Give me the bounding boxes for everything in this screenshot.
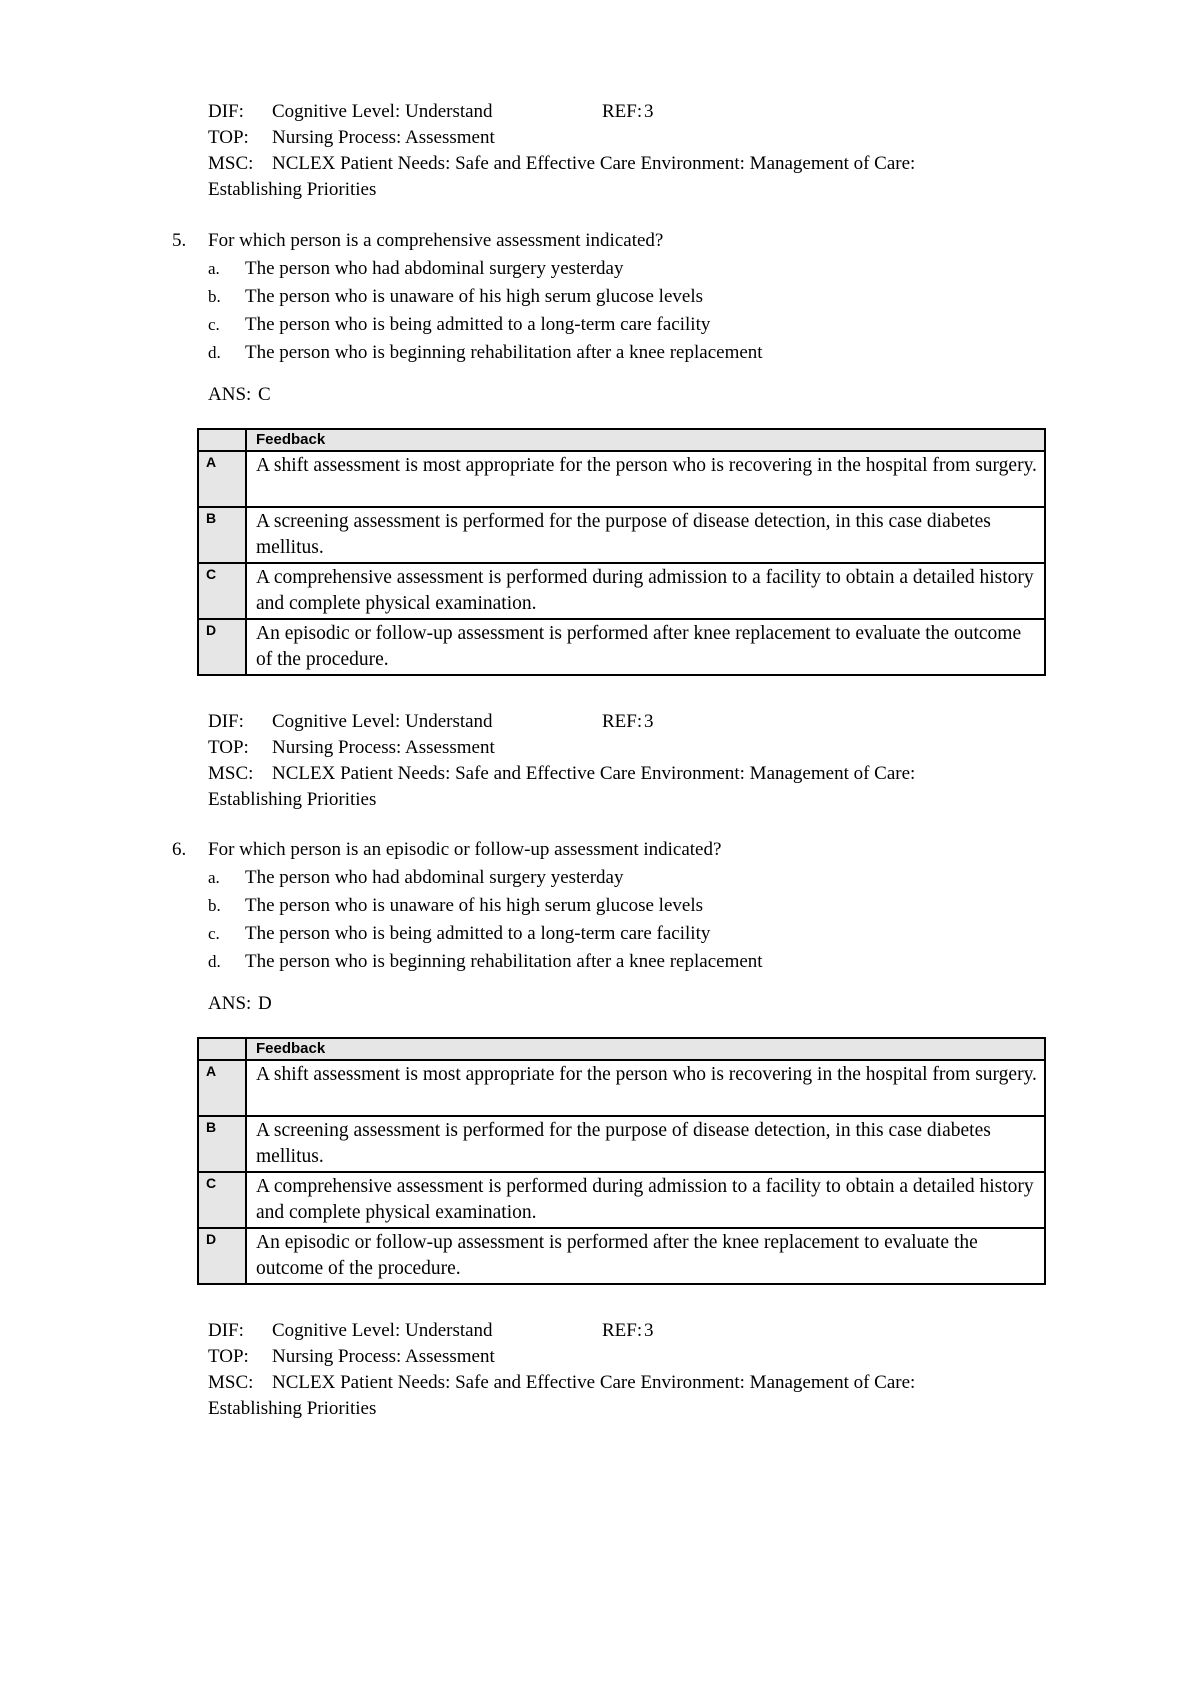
- feedback-text: A comprehensive assessment is performed during admission to a facility to obtain a detailed history and complete physical examination.: [246, 1172, 1045, 1228]
- answer-value: C: [258, 384, 271, 405]
- top-line: [208, 125, 1108, 151]
- feedback-header: Feedback: [246, 429, 1045, 451]
- feedback-row: [198, 1116, 1045, 1172]
- question-5-metadata: [208, 709, 1108, 813]
- ref-label: REF:: [602, 711, 643, 732]
- feedback-letter: C: [198, 1172, 246, 1228]
- feedback-row: [198, 563, 1045, 619]
- dif-line: [208, 709, 1108, 735]
- option-text: The person who is being admitted to a long-term care facility: [245, 314, 711, 335]
- option-text: The person who is being admitted to a long-term care facility: [245, 923, 711, 944]
- ref-value: 3: [644, 1320, 654, 1341]
- answer-line: [208, 990, 272, 1018]
- option-b: [208, 892, 1072, 920]
- feedback-row: [198, 1228, 1045, 1284]
- option-letter: d.: [208, 952, 221, 971]
- option-letter: a.: [208, 868, 220, 887]
- top-value: Nursing Process: Assessment: [272, 737, 495, 758]
- feedback-row: [198, 1060, 1045, 1116]
- feedback-letter: D: [198, 619, 246, 675]
- feedback-row: [198, 451, 1045, 507]
- question-stem: [172, 227, 1072, 255]
- feedback-letter: B: [198, 507, 246, 563]
- question-5: [172, 227, 1072, 367]
- option-c: [208, 920, 1072, 948]
- option-b: [208, 283, 1072, 311]
- feedback-row: [198, 1172, 1045, 1228]
- feedback-text: A shift assessment is most appropriate for the person who is recovering in the hospital from surgery.: [246, 451, 1045, 507]
- msc-label: MSC:: [208, 153, 254, 174]
- option-letter: d.: [208, 343, 221, 362]
- dif-value: Cognitive Level: Understand: [272, 101, 493, 122]
- option-d: [208, 339, 1072, 367]
- answer-label: ANS:: [208, 384, 252, 405]
- feedback-corner-cell: [198, 429, 246, 451]
- option-c: [208, 311, 1072, 339]
- ref-label: REF:: [602, 101, 643, 122]
- option-letter: c.: [208, 924, 220, 943]
- feedback-letter: D: [198, 1228, 246, 1284]
- msc-line: [208, 761, 1108, 787]
- feedback-text: A shift assessment is most appropriate for the person who is recovering in the hospital from surgery.: [246, 1060, 1045, 1116]
- option-a: [208, 864, 1072, 892]
- feedback-header: Feedback: [246, 1038, 1045, 1060]
- question-number: 5.: [172, 230, 187, 251]
- option-letter: a.: [208, 259, 220, 278]
- msc-line: [208, 151, 1108, 177]
- dif-label: DIF:: [208, 1320, 244, 1341]
- top-line: [208, 1344, 1108, 1370]
- msc-label: MSC:: [208, 1372, 254, 1393]
- question-6-metadata: [208, 1318, 1108, 1422]
- top-value: Nursing Process: Assessment: [272, 127, 495, 148]
- feedback-header-row: [198, 429, 1045, 451]
- dif-label: DIF:: [208, 711, 244, 732]
- question-text: For which person is an episodic or follow-up assessment indicated?: [208, 839, 722, 860]
- top-label: TOP:: [208, 127, 249, 148]
- dif-value: Cognitive Level: Understand: [272, 1320, 493, 1341]
- feedback-text: A comprehensive assessment is performed during admission to a facility to obtain a detailed history and complete physical examination.: [246, 563, 1045, 619]
- ref-field: [602, 1318, 654, 1344]
- answer-label: ANS:: [208, 993, 252, 1014]
- ref-field: [602, 709, 654, 735]
- option-text: The person who had abdominal surgery yesterday: [245, 258, 624, 279]
- question-text: For which person is a comprehensive assessment indicated?: [208, 230, 664, 251]
- msc-continuation: Establishing Priorities: [208, 789, 377, 810]
- feedback-text: A screening assessment is performed for the purpose of disease detection, in this case diabetes mellitus.: [246, 1116, 1045, 1172]
- feedback-letter: A: [198, 1060, 246, 1116]
- top-value: Nursing Process: Assessment: [272, 1346, 495, 1367]
- option-letter: b.: [208, 896, 221, 915]
- answer-options: [208, 255, 1072, 367]
- option-letter: b.: [208, 287, 221, 306]
- feedback-corner-cell: [198, 1038, 246, 1060]
- answer-line: [208, 381, 271, 409]
- msc-value: NCLEX Patient Needs: Safe and Effective Care Environment: Management of Care:: [272, 1372, 916, 1393]
- feedback-letter: B: [198, 1116, 246, 1172]
- feedback-header-row: [198, 1038, 1045, 1060]
- dif-line: [208, 1318, 1108, 1344]
- option-d: [208, 948, 1072, 976]
- dif-label: DIF:: [208, 101, 244, 122]
- dif-value: Cognitive Level: Understand: [272, 711, 493, 732]
- ref-value: 3: [644, 101, 654, 122]
- option-text: The person who is unaware of his high serum glucose levels: [245, 895, 704, 916]
- feedback-text: A screening assessment is performed for the purpose of disease detection, in this case diabetes mellitus.: [246, 507, 1045, 563]
- msc-continuation: Establishing Priorities: [208, 179, 377, 200]
- feedback-table: [197, 428, 1046, 676]
- msc-value: NCLEX Patient Needs: Safe and Effective Care Environment: Management of Care:: [272, 153, 916, 174]
- question-6: [172, 836, 1072, 976]
- question-4-metadata: [208, 99, 1108, 203]
- top-label: TOP:: [208, 1346, 249, 1367]
- msc-line: [208, 1370, 1108, 1396]
- feedback-text: An episodic or follow-up assessment is performed after knee replacement to evaluate the outcome of the procedure.: [246, 619, 1045, 675]
- question-stem: [172, 836, 1072, 864]
- option-letter: c.: [208, 315, 220, 334]
- feedback-letter: C: [198, 563, 246, 619]
- feedback-row: [198, 507, 1045, 563]
- top-label: TOP:: [208, 737, 249, 758]
- msc-value: NCLEX Patient Needs: Safe and Effective Care Environment: Management of Care:: [272, 763, 916, 784]
- ref-value: 3: [644, 711, 654, 732]
- option-text: The person who is beginning rehabilitation after a knee replacement: [245, 951, 763, 972]
- dif-line: [208, 99, 1108, 125]
- top-line: [208, 735, 1108, 761]
- ref-field: [602, 99, 654, 125]
- msc-continuation: Establishing Priorities: [208, 1398, 377, 1419]
- feedback-row: [198, 619, 1045, 675]
- question-number: 6.: [172, 839, 187, 860]
- answer-options: [208, 864, 1072, 976]
- feedback-text: An episodic or follow-up assessment is performed after the knee replacement to evaluate the outcome of the procedure.: [246, 1228, 1045, 1284]
- option-text: The person who had abdominal surgery yesterday: [245, 867, 624, 888]
- option-a: [208, 255, 1072, 283]
- msc-label: MSC:: [208, 763, 254, 784]
- feedback-table: [197, 1037, 1046, 1285]
- answer-value: D: [258, 993, 272, 1014]
- option-text: The person who is unaware of his high serum glucose levels: [245, 286, 704, 307]
- option-text: The person who is beginning rehabilitation after a knee replacement: [245, 342, 763, 363]
- ref-label: REF:: [602, 1320, 643, 1341]
- feedback-letter: A: [198, 451, 246, 507]
